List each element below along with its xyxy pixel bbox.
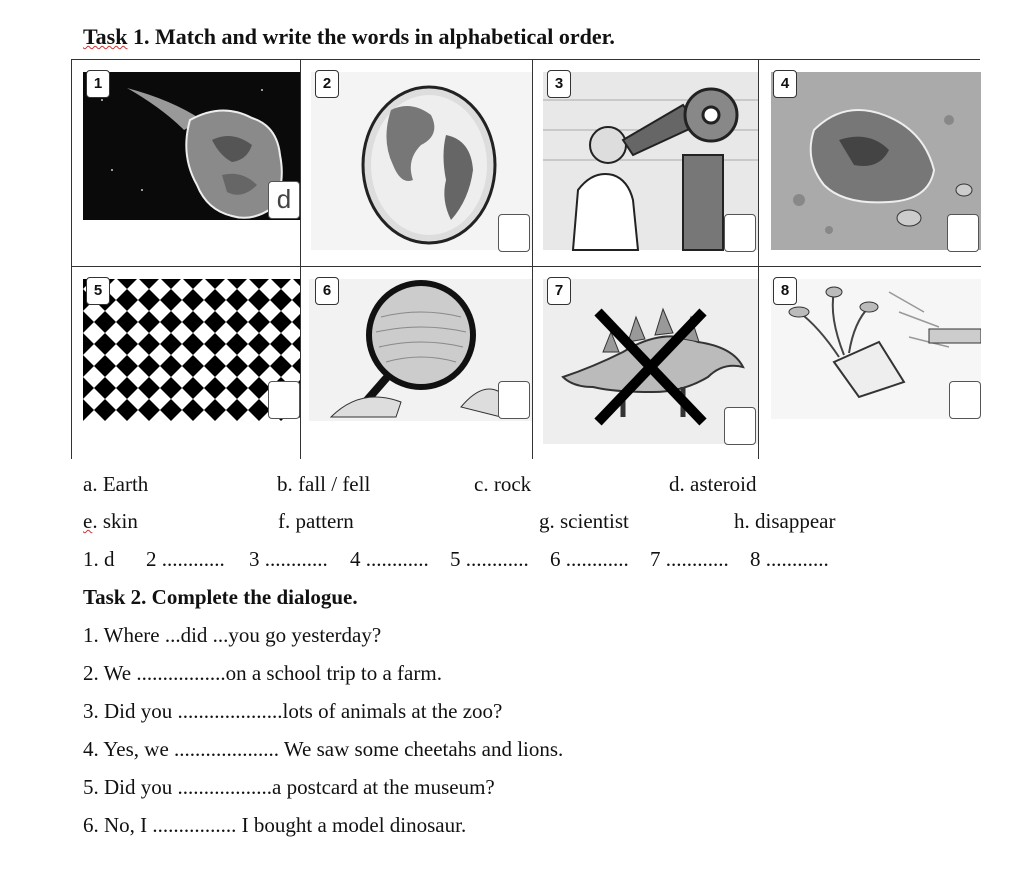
picture-number: 1 [86, 70, 110, 98]
dialogue-line-6[interactable]: 6. No, I ................ I bought a model dinosaur. [83, 813, 467, 837]
picture-number: 3 [547, 70, 571, 98]
word-c: c. rock [474, 472, 532, 496]
task1-title-word: Task [83, 24, 128, 49]
picture-cell-8 [759, 267, 981, 459]
answer-8[interactable]: 8 ............ [750, 547, 829, 571]
answer-5[interactable]: 5 ............ [450, 547, 529, 571]
answer-4[interactable]: 4 ............ [350, 547, 429, 571]
picture-grid [71, 59, 980, 459]
picture-number: 2 [315, 70, 339, 98]
dialogue-line-5[interactable]: 5. Did you ..................a postcard at the museum? [83, 775, 495, 799]
word-e-letter: e [83, 509, 93, 533]
picture-number: 6 [315, 277, 339, 305]
answer-box[interactable] [498, 381, 530, 419]
picture-cell-4 [759, 60, 981, 267]
picture-cell-7 [533, 267, 759, 459]
picture-number: 5 [86, 277, 110, 305]
picture-number: 7 [547, 277, 571, 305]
word-e [83, 509, 138, 534]
answer-7[interactable]: 7 ............ [650, 547, 729, 571]
answer-box[interactable] [724, 214, 756, 252]
picture-cell-2 [301, 60, 533, 267]
task1-title [83, 24, 615, 50]
word-d: d. asteroid [669, 472, 757, 496]
word-e-rest: . skin [92, 509, 138, 533]
answer-3[interactable]: 3 ............ [249, 547, 328, 571]
answer-box[interactable] [949, 381, 981, 419]
word-a: a. Earth [83, 472, 149, 496]
picture-cell-3 [533, 60, 759, 267]
dialogue-line-1[interactable]: 1. Where ...did ...you go yesterday? [83, 623, 382, 647]
picture-cell-5 [72, 267, 301, 459]
word-f: f. pattern [278, 509, 354, 533]
task2-title: Task 2. Complete the dialogue. [83, 585, 358, 609]
answer-box[interactable] [724, 407, 756, 445]
answer-1[interactable]: 1. d [83, 547, 115, 571]
picture-cell-6 [301, 267, 533, 459]
word-g: g. scientist [539, 509, 629, 533]
answer-box[interactable] [498, 214, 530, 252]
answer-6[interactable]: 6 ............ [550, 547, 629, 571]
answer-box[interactable]: d [268, 181, 300, 219]
dialogue-line-4[interactable]: 4. Yes, we .................... We saw some cheetahs and lions. [83, 737, 564, 761]
word-b: b. fall / fell [277, 472, 371, 496]
picture-cell-1 [72, 60, 301, 267]
answer-2[interactable]: 2 ............ [146, 547, 225, 571]
dialogue-line-2[interactable]: 2. We .................on a school trip to a farm. [83, 661, 442, 685]
answer-box[interactable] [947, 214, 979, 252]
picture-number: 8 [773, 277, 797, 305]
picture-number: 4 [773, 70, 797, 98]
dialogue-line-3[interactable]: 3. Did you ....................lots of animals at the zoo? [83, 699, 503, 723]
answer-box[interactable] [268, 381, 300, 419]
word-h: h. disappear [734, 509, 836, 533]
task1-title-rest: 1. Match and write the words in alphabetical order. [127, 24, 615, 49]
